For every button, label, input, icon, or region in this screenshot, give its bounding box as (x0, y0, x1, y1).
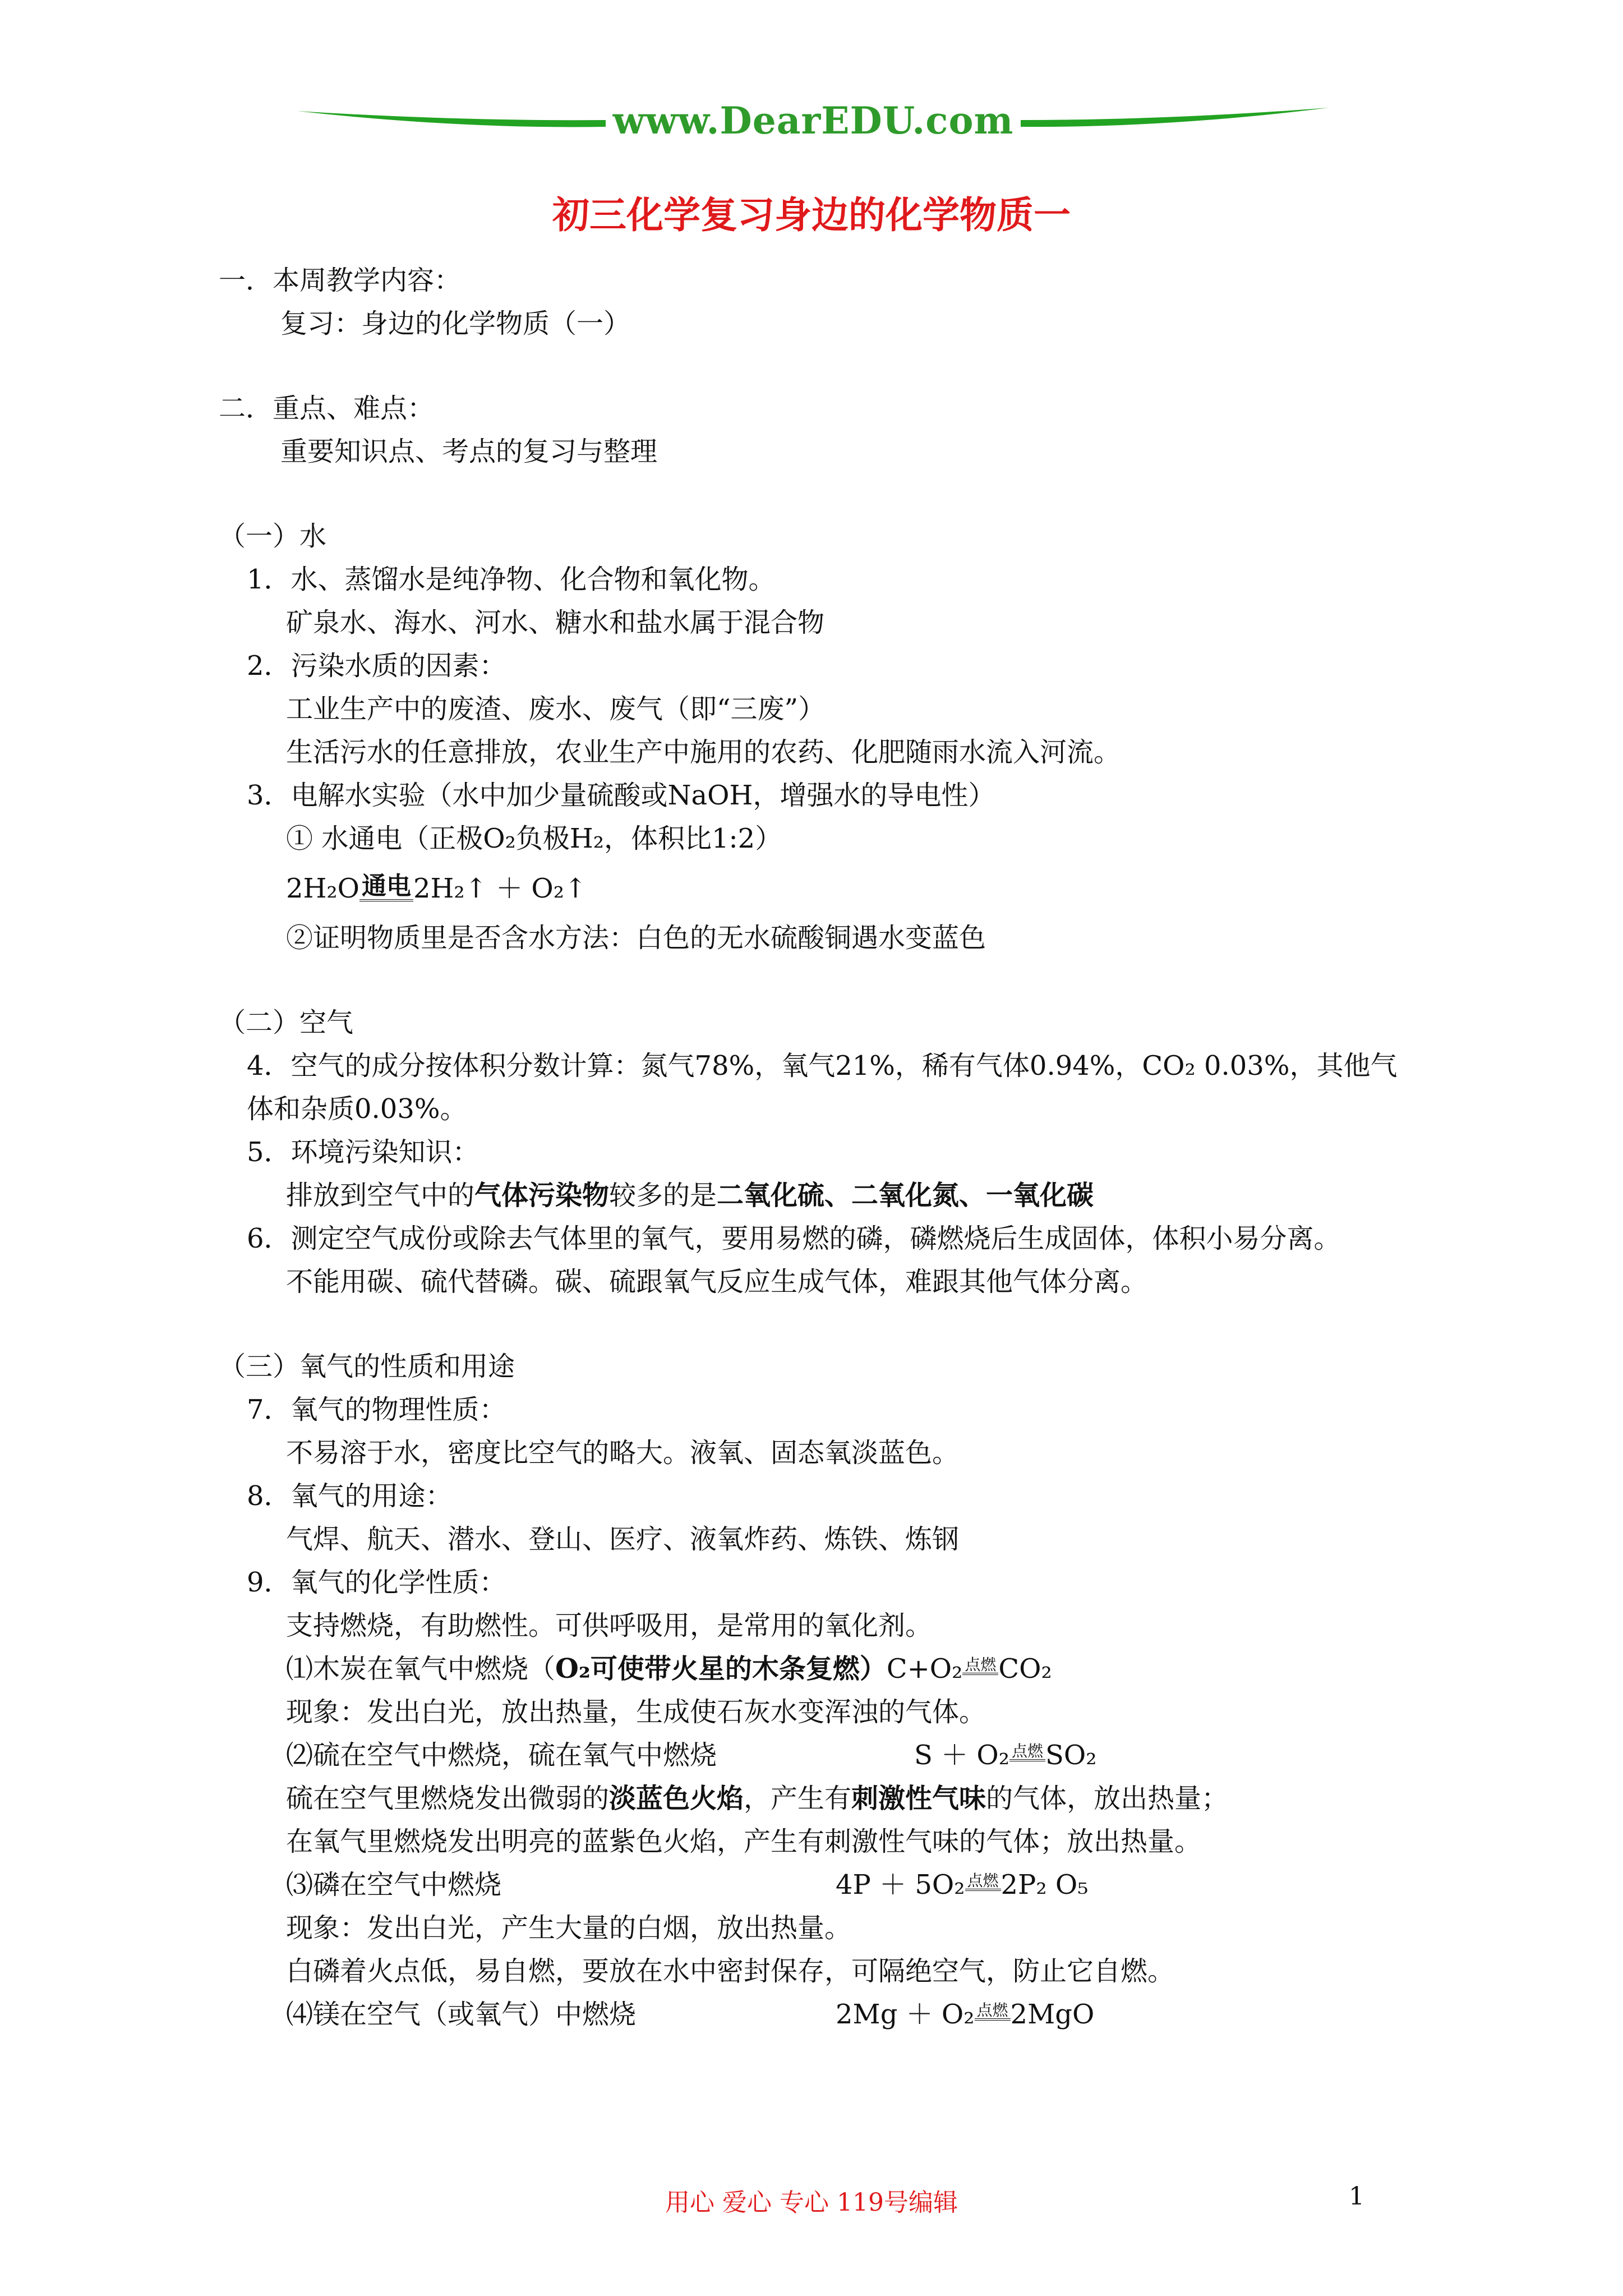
bold-text: 二氧化硫、二氧化氮、一氧化碳 (717, 1180, 1094, 1211)
equation-left: S ＋ O₂ (914, 1740, 1009, 1771)
page-title: 初三化学复习身边的化学物质一 (552, 193, 1071, 237)
paragraph: ① 水通电（正极O₂负极H₂，体积比1:2） (286, 823, 782, 854)
section-heading: 二．重点、难点： (219, 393, 435, 424)
paragraph (219, 1993, 1419, 2036)
list-item: 2．污染水质的因素： (247, 650, 506, 682)
equation-electrolysis (219, 861, 1419, 917)
paragraph (219, 1864, 1419, 1907)
paragraph: 矿泉水、海水、河水、糖水和盐水属于混合物 (286, 607, 825, 638)
list-item: 4．空气的成分按体积分数计算：氮气78%，氧气21%，稀有气体0.94%，CO₂ 0.03%，其他气体和杂质0.03%。 (247, 1050, 1398, 1125)
text-run: 硫在空气里燃烧发出微弱的 (286, 1783, 610, 1814)
paragraph: 现象：发出白光，产生大量的白烟，放出热量。 (286, 1912, 852, 1944)
equation-right: CO₂ (998, 1653, 1052, 1685)
paragraph: 生活污水的任意排放，农业生产中施用的农药、化肥随雨水流入河流。 (286, 737, 1121, 768)
list-item: 6．测定空气成份或除去气体里的氧气，要用易燃的磷，磷燃烧后生成固体，体积小易分离。 (247, 1223, 1341, 1254)
subsection-heading: （一）水 (219, 521, 327, 552)
equation-left: 4P ＋ 5O₂ (836, 1869, 965, 1901)
paragraph: 支持燃烧，有助燃性。可供呼吸用，是常用的氧化剂。 (286, 1610, 933, 1641)
paragraph (219, 1174, 1419, 1217)
paragraph: 现象：发出白光，放出热量，生成使石灰水变浑浊的气体。 (286, 1696, 986, 1728)
bold-text: 淡蓝色火焰 (609, 1783, 744, 1814)
equation-right: 2H₂↑ ＋ O₂↑ (413, 873, 587, 904)
paragraph (219, 1648, 1419, 1691)
bold-text: 刺激性气味 (851, 1783, 986, 1814)
equation-left: C+O₂ (886, 1653, 963, 1685)
page-number: 1 (1349, 2182, 1364, 2211)
paragraph: ②证明物质里是否含水方法：白色的无水硫酸铜遇水变蓝色 (286, 922, 986, 954)
list-item: 5．环境污染知识： (247, 1137, 479, 1168)
text-run: 的气体，放出热量； (986, 1783, 1229, 1814)
document-body (219, 259, 1419, 2036)
equation-right: SO₂ (1045, 1740, 1097, 1771)
equation-right: 2MgO (1010, 1999, 1095, 2030)
paragraph: 在氧气里燃烧发出明亮的蓝紫色火焰，产生有刺激性气味的气体；放出热量。 (286, 1826, 1202, 1857)
text-run: ⑵硫在空气中燃烧，硫在氧气中燃烧 (286, 1740, 717, 1771)
list-item: 1．水、蒸馏水是纯净物、化合物和氧化物。 (247, 564, 776, 595)
text-run: ⑴木炭在氧气中燃烧（ (286, 1653, 556, 1685)
page-footer: 用心 爱心 专心 119号编辑 (665, 2188, 958, 2217)
section-heading: 一．本周教学内容： (219, 265, 462, 296)
paragraph: 工业生产中的废渣、废水、废气（即“三废”） (286, 693, 826, 725)
reaction-condition: 点燃 (965, 1873, 1001, 1891)
paragraph: 复习：身边的化学物质（一） (280, 308, 631, 339)
list-item: 9．氧气的化学性质： (247, 1567, 506, 1598)
equation-left: 2H₂O (286, 873, 359, 904)
equation-left: 2Mg ＋ O₂ (836, 1999, 975, 2030)
equation-right: 2P₂ O₅ (1000, 1869, 1089, 1901)
paragraph: 不能用碳、硫代替磷。碳、硫跟氧气反应生成气体，难跟其他气体分离。 (286, 1266, 1148, 1297)
bold-text: O₂可使带火星的木条复燃） (555, 1653, 887, 1685)
text-run: ⑷镁在空气（或氧气）中燃烧 (286, 1999, 637, 2030)
subsection-heading: （三）氧气的性质和用途 (219, 1351, 515, 1382)
paragraph (219, 1734, 1419, 1777)
paragraph: 重要知识点、考点的复习与整理 (280, 436, 658, 467)
bold-text: 气体污染物 (474, 1180, 610, 1211)
reaction-condition: 点燃 (1009, 1743, 1045, 1761)
list-item: 3．电解水实验（水中加少量硫酸或NaOH，增强水的导电性） (247, 780, 995, 811)
text-run: ，产生有 (744, 1783, 852, 1814)
text-run: ⑶磷在空气中燃烧 (286, 1869, 502, 1901)
reaction-condition: 通电 (359, 873, 413, 901)
subsection-heading: （二）空气 (219, 1007, 354, 1038)
list-item: 8．氧气的用途： (247, 1480, 453, 1512)
paragraph: 气焊、航天、潜水、登山、医疗、液氧炸药、炼铁、炼钢 (286, 1524, 960, 1555)
list-item: 7．氧气的物理性质： (247, 1394, 506, 1425)
reaction-condition: 点燃 (962, 1657, 998, 1675)
site-name: www.DearEDU.com (606, 99, 1021, 142)
text-run: 较多的是 (609, 1180, 717, 1211)
paragraph (219, 1777, 1419, 1820)
paragraph: 白磷着火点低，易自燃，要放在水中密封保存，可隔绝空气，防止它自燃。 (286, 1955, 1175, 1987)
reaction-condition: 点燃 (975, 2003, 1011, 2021)
site-banner (292, 95, 1335, 157)
text-run: 排放到空气中的 (286, 1180, 475, 1211)
paragraph: 不易溶于水，密度比空气的略大。液氧、固态氧淡蓝色。 (286, 1437, 960, 1469)
